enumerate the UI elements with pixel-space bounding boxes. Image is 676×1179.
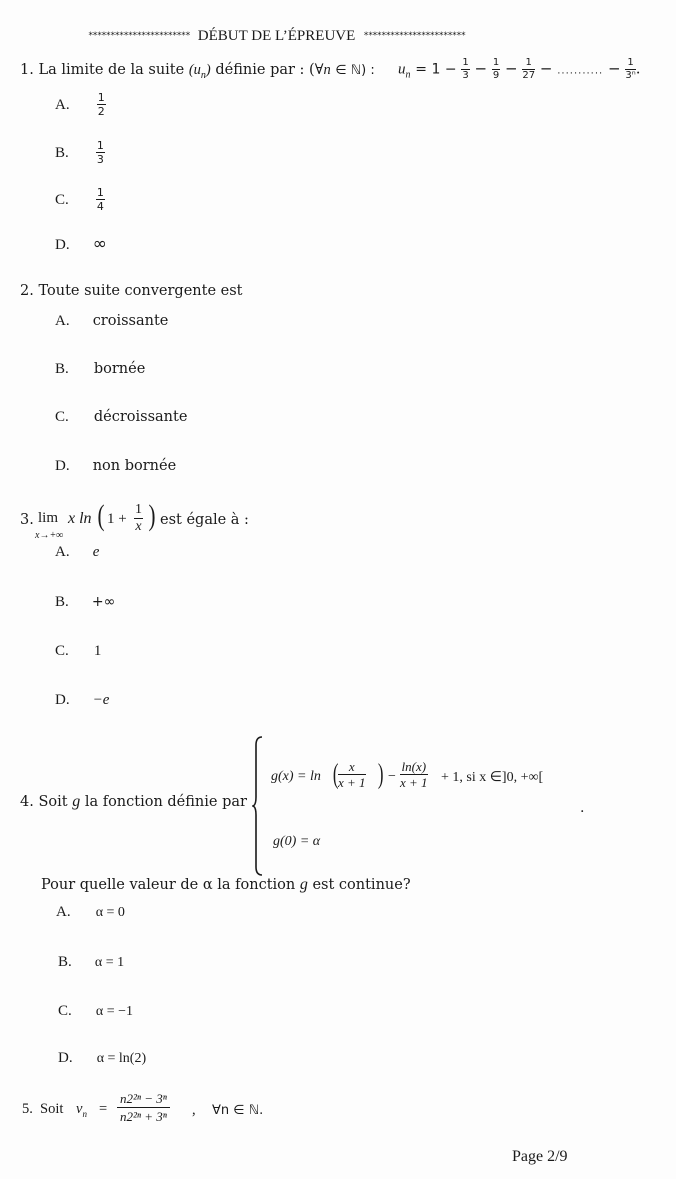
- q1-option-a[interactable]: A. $\frac{1}{2}$: [55, 91, 105, 118]
- question-text-2: définie par : (∀: [215, 62, 324, 78]
- lim-operator: lim: [38, 510, 59, 526]
- q1-formula: $u_n = 1$ − $\frac{1}{3}$ − $\frac{1}{9}$ − $\frac{1}{27}$ − ........... − $\frac{1}{\text{3ⁿ}}$ .: [398, 57, 641, 81]
- q1-option-d[interactable]: D. ∞: [55, 234, 107, 254]
- question-number: 3.: [20, 512, 34, 528]
- question-text: Pour quelle valeur de α la fonction: [41, 877, 296, 893]
- fraction-1-3n: $\frac{1}{\text{3ⁿ}}$: [625, 57, 636, 81]
- q3-option-d[interactable]: D. −e: [55, 692, 110, 708]
- var-v: $v_n$: [76, 1101, 87, 1119]
- question-text: Soit: [38, 794, 68, 810]
- question-1: [20, 62, 375, 81]
- question-4: [20, 793, 247, 811]
- q3-option-b[interactable]: B. +∞: [55, 594, 116, 610]
- option-value: décroissante: [93, 409, 188, 425]
- option-value: non bornée: [92, 458, 177, 474]
- option-value: croissante: [92, 313, 169, 329]
- fraction-1-x: $\frac{1}{x}$: [135, 502, 142, 534]
- one-plus: 1 +: [107, 511, 127, 527]
- q4-option-c[interactable]: C. α = −1: [58, 1003, 133, 1019]
- fraction-vn: $\frac{\text{n2²ⁿ − 3ⁿ}}{\text{n2²ⁿ + 3ⁿ}}$: [117, 1092, 170, 1123]
- q2-option-d[interactable]: D. non bornée: [55, 458, 177, 474]
- option-value: +∞: [91, 594, 116, 610]
- q1-option-b[interactable]: B. $\frac{1}{3}$: [55, 139, 104, 166]
- page-number: Page 2/9: [512, 1148, 568, 1165]
- question-text-2: est continue?: [312, 877, 411, 893]
- var-g: g: [72, 793, 81, 810]
- question-text: La limite de la suite: [38, 62, 185, 78]
- fraction-x-over-x-plus-1: $\frac{x}{x + 1}$: [338, 759, 366, 790]
- left-brace-icon: [252, 735, 266, 877]
- question-number: 4.: [20, 794, 34, 810]
- option-value: α = 1: [94, 955, 125, 970]
- question-number: 5.: [22, 1101, 33, 1117]
- header-title: DÉBUT DE L’ÉPREUVE: [197, 28, 356, 44]
- option-value: bornée: [93, 361, 146, 377]
- option-value: e: [92, 544, 100, 560]
- q2-option-b[interactable]: B. bornée: [55, 361, 146, 377]
- option-value: −e: [92, 692, 110, 708]
- question-text: Soit: [40, 1101, 64, 1117]
- question-number: 1.: [20, 62, 34, 78]
- q2-option-c[interactable]: C. décroissante: [55, 409, 188, 425]
- q4-option-d[interactable]: D. α = ln(2): [58, 1050, 147, 1066]
- q3-option-a[interactable]: A. e: [55, 544, 100, 560]
- question-number: 2.: [20, 283, 34, 299]
- period: .: [580, 800, 585, 816]
- fraction-1-9: $\frac{1}{9}$: [492, 57, 500, 81]
- option-value: $\frac{1}{4}$: [96, 186, 104, 213]
- var-g: g: [299, 876, 308, 893]
- paren-open: (: [97, 499, 105, 532]
- q3-expression: x ln: [68, 510, 92, 527]
- question-text: est égale à :: [160, 512, 249, 528]
- exam-header: [88, 28, 465, 45]
- question-5: 5. Soit $v_n$ = $\frac{\text{n2²ⁿ − 3ⁿ}}{\text{n2²ⁿ + 3ⁿ}}$ , ∀n ∈ ℕ.: [22, 1091, 264, 1124]
- option-value: α = ln(2): [96, 1051, 147, 1066]
- forall-n-in-N: ∀n ∈ ℕ.: [212, 1103, 264, 1118]
- q4-option-a[interactable]: A. α = 0: [56, 904, 125, 920]
- option-value: α = −1: [95, 1004, 133, 1019]
- sequence-name: $(u_n)$: [188, 62, 211, 81]
- option-value: α = 0: [95, 905, 125, 920]
- question-text-2: la fonction définie par: [84, 794, 247, 810]
- set-naturals: ∈ ℕ) :: [335, 63, 375, 78]
- fraction-1-27: $\frac{1}{27}$: [522, 57, 536, 81]
- fraction-lnx-over-x-plus-1: $\frac{\ln(x)}{x + 1}$: [400, 759, 428, 790]
- question-2: [20, 283, 242, 299]
- q4-option-b[interactable]: B. α = 1: [58, 954, 125, 970]
- option-value: 1: [93, 643, 102, 659]
- header-stars-right: ***********************: [363, 31, 466, 41]
- option-value: $\frac{1}{3}$: [96, 139, 104, 166]
- option-value: ∞: [92, 234, 107, 254]
- q2-option-a[interactable]: A. croissante: [55, 313, 169, 329]
- header-stars-left: ***********************: [88, 31, 190, 41]
- q4-question: [41, 876, 411, 894]
- q3-option-c[interactable]: C. 1: [55, 643, 102, 659]
- option-value: $\frac{1}{2}$: [97, 91, 105, 118]
- fraction-1-3: $\frac{1}{3}$: [462, 57, 469, 81]
- lim-subscript: x→+∞: [35, 530, 64, 541]
- paren-close: ): [148, 499, 156, 532]
- var-n: n: [323, 62, 331, 78]
- q1-option-c[interactable]: C. $\frac{1}{4}$: [55, 186, 104, 213]
- question-text: Toute suite convergente est: [38, 283, 243, 299]
- g-definition-line-2: g(0) = α: [273, 834, 321, 849]
